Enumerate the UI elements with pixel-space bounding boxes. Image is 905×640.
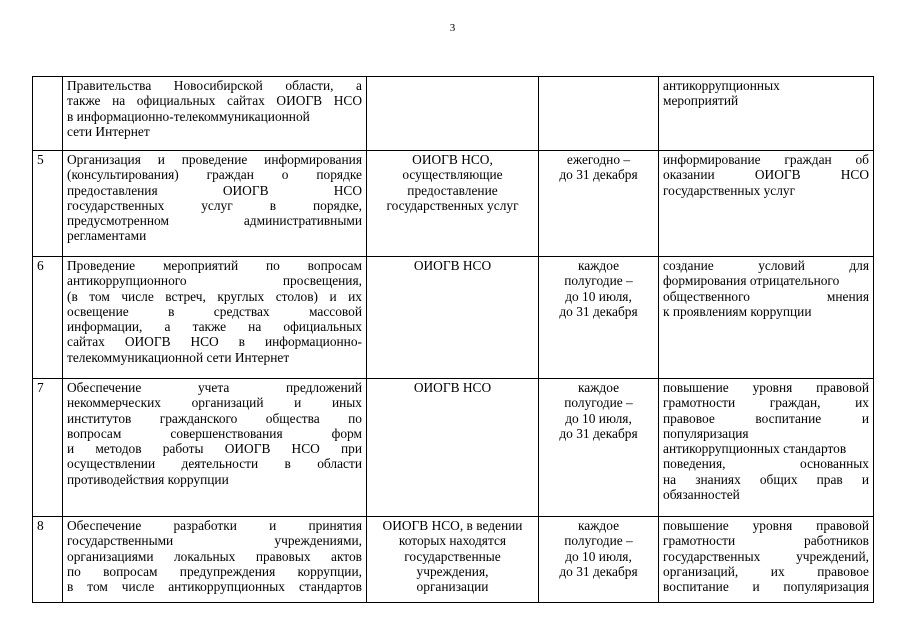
- table-row: [33, 517, 874, 603]
- event-line: организациями локальных правовых актов: [67, 548, 362, 564]
- table-row: [33, 257, 874, 379]
- deadline-line: до 31 декабря: [559, 167, 638, 183]
- deadline-line: до 31 декабря: [559, 425, 638, 441]
- responsible-line: которых находятся: [398, 533, 507, 549]
- deadline-line: до 10 июля,: [565, 288, 632, 304]
- result-line: грамотности работников: [663, 533, 869, 549]
- result-cell: [659, 517, 874, 603]
- event-cell: [63, 517, 367, 603]
- result-cell: [659, 151, 874, 257]
- table-row: [33, 151, 874, 257]
- table-row: [33, 77, 874, 151]
- result-line: антикоррупционных стандартов: [663, 441, 847, 457]
- event-line: сети Интернет: [67, 123, 150, 139]
- row-number: 5: [33, 151, 63, 257]
- result-line: формирования отрицательного: [663, 273, 840, 289]
- event-line: противодействия коррупции: [67, 471, 229, 487]
- deadline-line: каждое: [577, 518, 620, 533]
- responsible-cell: [367, 257, 539, 379]
- event-line: институтов гражданского общества по: [67, 410, 362, 426]
- event-line: в том числе антикоррупционных стандартов: [67, 579, 362, 595]
- result-line: мероприятий: [663, 93, 739, 109]
- deadline-line: до 10 июля,: [565, 410, 632, 426]
- responsible-line: ОИОГВ НСО: [413, 258, 492, 273]
- result-line: грамотности граждан, их: [663, 395, 869, 411]
- responsible-line: осуществляющие: [402, 167, 503, 183]
- event-line: телекоммуникационной сети Интернет: [67, 349, 290, 365]
- result-line: антикоррупционных: [663, 78, 780, 93]
- table-row: [33, 379, 874, 517]
- responsible-line: предоставление: [407, 182, 498, 198]
- deadline-line: каждое: [577, 258, 620, 273]
- event-line: информации, а также на официальных: [67, 319, 362, 335]
- deadline-cell: [539, 517, 659, 603]
- result-line: популяризация: [663, 425, 749, 441]
- event-cell: [63, 379, 367, 517]
- responsible-cell: [367, 77, 539, 151]
- event-line: вопросам совершенствования форм: [67, 425, 362, 441]
- event-line: осуществлении деятельности в области: [67, 456, 362, 472]
- deadline-line: ежегодно –: [566, 152, 631, 167]
- row-number: 7: [33, 379, 63, 517]
- row-number: 6: [33, 257, 63, 379]
- event-line: антикоррупционного просвещения,: [67, 273, 362, 289]
- result-line: повышение уровня правовой: [663, 380, 869, 395]
- event-line: Организация и проведение информирования: [67, 152, 362, 167]
- measures-table-body: [33, 77, 874, 603]
- event-line: предоставления ОИОГВ НСО: [67, 182, 362, 198]
- event-line: также на официальных сайтах ОИОГВ НСО: [67, 93, 362, 109]
- event-line: государственных услуг в порядке,: [67, 197, 362, 213]
- event-cell: [63, 257, 367, 379]
- result-line: государственных учреждений,: [663, 548, 869, 564]
- result-line: обязанностей: [663, 487, 740, 503]
- responsible-line: ОИОГВ НСО,: [412, 152, 493, 167]
- event-line: предусмотренном административными: [67, 213, 362, 229]
- result-cell: [659, 257, 874, 379]
- responsible-line: государственные: [404, 548, 501, 564]
- page-number: 3: [449, 22, 456, 34]
- deadline-cell: [539, 257, 659, 379]
- responsible-cell: [367, 151, 539, 257]
- result-cell: [659, 77, 874, 151]
- deadline-line: до 31 декабря: [559, 563, 638, 579]
- deadline-line: до 10 июля,: [565, 548, 632, 564]
- deadline-line: полугодие –: [564, 395, 633, 411]
- deadline-line: каждое: [577, 380, 620, 395]
- responsible-line: ОИОГВ НСО, в ведении: [382, 518, 523, 533]
- result-line: на знаниях общих прав и: [663, 471, 869, 487]
- result-line: создание условий для: [663, 258, 869, 273]
- event-line: Проведение мероприятий по вопросам: [67, 258, 362, 273]
- responsible-line: организации: [416, 579, 489, 595]
- event-line: (консультирования) граждан о порядке: [67, 167, 362, 183]
- event-cell: [63, 77, 367, 151]
- event-line: Обеспечение учета предложений: [67, 380, 362, 395]
- deadline-line: полугодие –: [564, 273, 633, 289]
- row-number: [33, 77, 63, 151]
- result-line: оказании ОИОГВ НСО: [663, 167, 869, 183]
- result-line: поведения, основанных: [663, 456, 869, 472]
- result-cell: [659, 379, 874, 517]
- event-line: освещение в средствах массовой: [67, 303, 362, 319]
- deadline-cell: [539, 379, 659, 517]
- result-line: к проявлениям коррупции: [663, 303, 812, 319]
- result-line: государственных услуг: [663, 182, 796, 198]
- event-line: (в том числе встреч, круглых столов) и их: [67, 288, 362, 304]
- event-cell: [63, 151, 367, 257]
- deadline-line: полугодие –: [564, 533, 633, 549]
- responsible-line: учреждения,: [416, 563, 489, 579]
- responsible-line: ОИОГВ НСО: [413, 380, 492, 395]
- result-line: правовое воспитание и: [663, 410, 869, 426]
- row-number: 8: [33, 517, 63, 603]
- event-line: государственными учреждениями,: [67, 533, 362, 549]
- event-line: по вопросам предупреждения коррупции,: [67, 563, 362, 579]
- result-line: организаций, их правовое: [663, 563, 869, 579]
- measures-table: [32, 76, 874, 603]
- event-line: и методов работы ОИОГВ НСО при: [67, 441, 362, 457]
- deadline-cell: [539, 151, 659, 257]
- result-line: воспитание и популяризация: [663, 579, 869, 595]
- event-line: регламентами: [67, 228, 147, 244]
- responsible-cell: [367, 379, 539, 517]
- deadline-line: до 31 декабря: [559, 303, 638, 319]
- deadline-cell: [539, 77, 659, 151]
- event-line: Обеспечение разработки и принятия: [67, 518, 362, 533]
- responsible-cell: [367, 517, 539, 603]
- result-line: общественного мнения: [663, 288, 869, 304]
- event-line: сайтах ОИОГВ НСО в информационно-: [67, 334, 362, 350]
- result-line: повышение уровня правовой: [663, 518, 869, 533]
- event-line: в информационно-телекоммуникационной: [67, 108, 310, 124]
- event-line: некоммерческих организаций и иных: [67, 395, 362, 411]
- responsible-line: государственных услуг: [386, 197, 519, 213]
- result-line: информирование граждан об: [663, 152, 869, 167]
- event-line: Правительства Новосибирской области, а: [67, 78, 362, 93]
